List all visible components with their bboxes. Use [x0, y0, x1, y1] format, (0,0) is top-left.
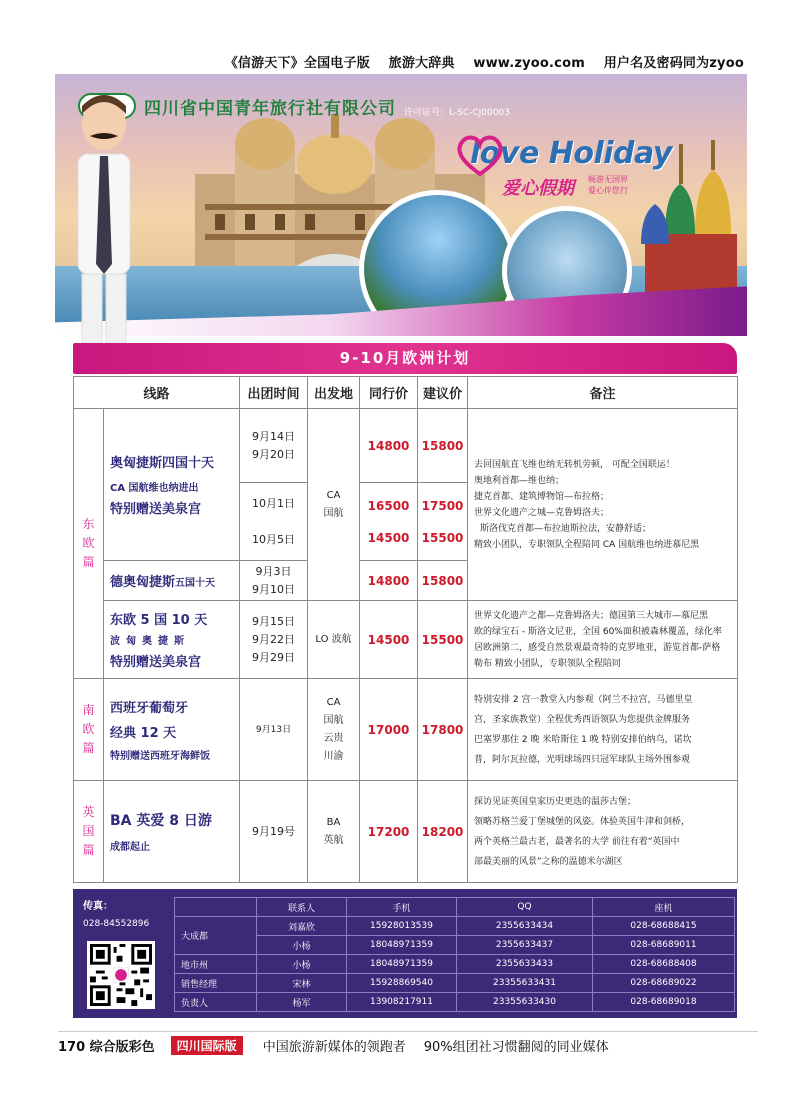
route-cell: 西班牙葡萄牙 经典 12 天 特别赠送西班牙海鲜饭 — [104, 679, 240, 781]
header-date: 出团时间 — [240, 377, 308, 409]
qr-code-graphic — [90, 944, 152, 1006]
contact-phone: 028-68688415 — [593, 917, 735, 936]
contact-phone: 028-68688408 — [593, 955, 735, 974]
license-number: 许可证号：L-SC-CJ00003 — [404, 107, 510, 118]
region-uk — [74, 781, 104, 883]
header-text — [225, 52, 744, 71]
contact-qq: 23355633430 — [457, 993, 593, 1012]
contact-name: 小杨 — [257, 936, 347, 955]
suggested-price-cell: 17500 15500 — [418, 483, 468, 561]
contact-row — [175, 955, 735, 974]
contact-qq: 2355633433 — [457, 955, 593, 974]
header-peer-price: 同行价 — [360, 377, 418, 409]
page-number: 170 综合版彩色 — [58, 1040, 155, 1055]
love-holiday-brand — [470, 136, 672, 199]
contact-name: 刘嘉欣 — [257, 917, 347, 936]
contact-panel — [73, 889, 737, 1018]
fax-number: 028-84552896 — [83, 919, 150, 929]
peer-price-cell: 14500 — [360, 601, 418, 679]
departure-cell: CA 国航 云贵 川渝 — [308, 679, 360, 781]
contact-name: 小杨 — [257, 955, 347, 974]
suggested-price-cell: 15500 — [418, 601, 468, 679]
contact-phone: 028-68689018 — [593, 993, 735, 1012]
departure-cell: BA 英航 — [308, 781, 360, 883]
contacts-header-qq: QQ — [457, 898, 593, 917]
date-cell: 9月3日 9月10日 — [240, 561, 308, 601]
contact-mobile: 13908217911 — [347, 993, 457, 1012]
fax-label: 传真： — [83, 901, 113, 912]
brand-english: love Holiday — [470, 136, 672, 171]
region-east-europe — [74, 409, 104, 679]
header-suggested-price: 建议价 — [418, 377, 468, 409]
contact-row — [175, 993, 735, 1012]
company-name: 四川省中国青年旅行社有限公司 — [144, 98, 396, 119]
footer-slogan-2: 90%组团社习惯翻阅的同业媒体 — [423, 1040, 609, 1055]
date-cell: 9月19号 — [240, 781, 308, 883]
login-note: 用户名及密码同为zyoo — [603, 56, 744, 71]
contact-qq: 2355633434 — [457, 917, 593, 936]
contacts-table — [174, 897, 735, 1012]
contact-qq: 2355633437 — [457, 936, 593, 955]
contact-row — [175, 917, 735, 936]
boy-figure-illustration — [56, 84, 152, 384]
contact-name: 杨军 — [257, 993, 347, 1012]
departure-cell: LO 波航 — [308, 601, 360, 679]
peer-price-cell: 17000 — [360, 679, 418, 781]
brand-chinese: 爱心假期 — [502, 178, 574, 199]
contacts-header-blank — [175, 898, 257, 917]
suggested-price-cell: 17800 — [418, 679, 468, 781]
region-uk-label: 英国篇 — [82, 805, 95, 857]
contact-mobile: 18048971359 — [347, 936, 457, 955]
contacts-header-phone: 座机 — [593, 898, 735, 917]
peer-price-cell: 14800 — [360, 561, 418, 601]
notes-cell: 特别安排 2 宫一教堂入内参观（阿兰不拉宫，马德里皇 宫，圣家族教堂）全程优秀西语领队为您提供金牌服务 巴塞罗那住 2 晚 米哈斯住 1 晚 特别安排伯纳乌，诺坎 普，阿尔瓦拉德，光明球场四只冠军球队主场外围参观 — [468, 679, 738, 781]
route-cell: BA 英爱 8 日游 成都起止 — [104, 781, 240, 883]
notes-cell: 去回国航直飞维也纳无转机劳顿， 可配全国联运！ 奥地利首都—维也纳； 捷克首都、建筑博物馆—布拉格； 世界文化遗产之城—克鲁姆洛夫； 斯洛伐克首都—布拉迪斯拉法，安静舒适； 精致小团队，专职领队全程陪同 CA 国航维也纳进慕尼黑 — [468, 409, 738, 601]
peer-price-cell: 17200 — [360, 781, 418, 883]
site-link[interactable]: www.zyoo.com — [473, 56, 585, 71]
table-row — [74, 679, 738, 781]
plan-title: 9-10月欧洲计划 — [73, 343, 737, 374]
header-notes: 备注 — [468, 377, 738, 409]
date-cell: 9月13日 — [240, 679, 308, 781]
contact-mobile: 15928013539 — [347, 917, 457, 936]
suggested-price-cell: 18200 — [418, 781, 468, 883]
table-header-row — [74, 377, 738, 409]
contact-city: 地市州 — [175, 955, 257, 974]
table-row — [74, 601, 738, 679]
contact-row — [175, 974, 735, 993]
region-south-europe — [74, 679, 104, 781]
header-route: 线路 — [74, 377, 240, 409]
route-cell: 东欧 5 国 10 天 波匈奥捷斯 特别赠送美泉宫 — [104, 601, 240, 679]
dictionary-title: 旅游大辞典 — [388, 56, 455, 71]
notes-cell: 探访见证英国皇家历史更迭的温莎古堡； 领略苏格兰爱丁堡城堡的风姿。体验英国牛津和剑桥， 两个英格兰最古老，最著名的大学 前往有着“英国中 部最美丽的风景”之称的温德米尔湖区 — [468, 781, 738, 883]
route-cell: 德奥匈捷斯五国十天 — [104, 561, 240, 601]
contacts-header-mobile: 手机 — [347, 898, 457, 917]
contact-phone: 028-68689011 — [593, 936, 735, 955]
contact-mobile: 18048971359 — [347, 955, 457, 974]
date-cell: 10月1日 10月5日 — [240, 483, 308, 561]
contact-row — [175, 936, 735, 955]
contact-city: 大成都 — [175, 917, 257, 955]
table-row — [74, 781, 738, 883]
table-row — [74, 409, 738, 483]
contacts-header-row — [175, 898, 735, 917]
edition-badge: 四川国际版 — [171, 1036, 243, 1055]
contact-phone: 028-68689022 — [593, 974, 735, 993]
region-east-label: 东欧篇 — [82, 517, 95, 569]
date-cell: 9月14日 9月20日 — [240, 409, 308, 483]
region-south-label: 南欧篇 — [82, 703, 95, 755]
contact-city: 销售经理 — [175, 974, 257, 993]
heart-icon — [454, 130, 506, 178]
notes-cell: 世界文化遗产之都—克鲁姆洛夫；德国第三大城市—慕尼黑 欧的绿宝石 - 斯洛文尼亚，全国 60%面积被森林覆盖，绿化率 居欧洲第二，感受自然景观最奇特的克罗地亚，游览首都-萨格 勒布 精致小团队，专职领队全程陪同 — [468, 601, 738, 679]
suggested-price-cell: 15800 — [418, 409, 468, 483]
europe-plan-table — [73, 376, 738, 883]
top-strip — [0, 0, 800, 74]
contact-city: 负责人 — [175, 993, 257, 1012]
date-cell: 9月15日 9月22日 9月29日 — [240, 601, 308, 679]
suggested-price-cell: 15800 — [418, 561, 468, 601]
ezine-title: 《信游天下》全国电子版 — [224, 56, 370, 71]
contacts-header-name: 联系人 — [257, 898, 347, 917]
peer-price-cell: 16500 14500 — [360, 483, 418, 561]
qr-code-icon — [87, 941, 155, 1009]
contact-mobile: 15928869540 — [347, 974, 457, 993]
brand-tagline: 畅游无国界 爱心伴您行 — [588, 175, 628, 195]
header-departure: 出发地 — [308, 377, 360, 409]
contact-name: 宋林 — [257, 974, 347, 993]
page-footer — [58, 1031, 758, 1055]
departure-cell: CA 国航 — [308, 409, 360, 601]
peer-price-cell: 14800 — [360, 409, 418, 483]
route-cell: 奥匈捷斯四国十天 CA 国航维也纳进出 特别赠送美泉宫 — [104, 409, 240, 561]
contact-qq: 23355633431 — [457, 974, 593, 993]
footer-slogan: 中国旅游新媒体的领跑者 — [262, 1040, 406, 1055]
